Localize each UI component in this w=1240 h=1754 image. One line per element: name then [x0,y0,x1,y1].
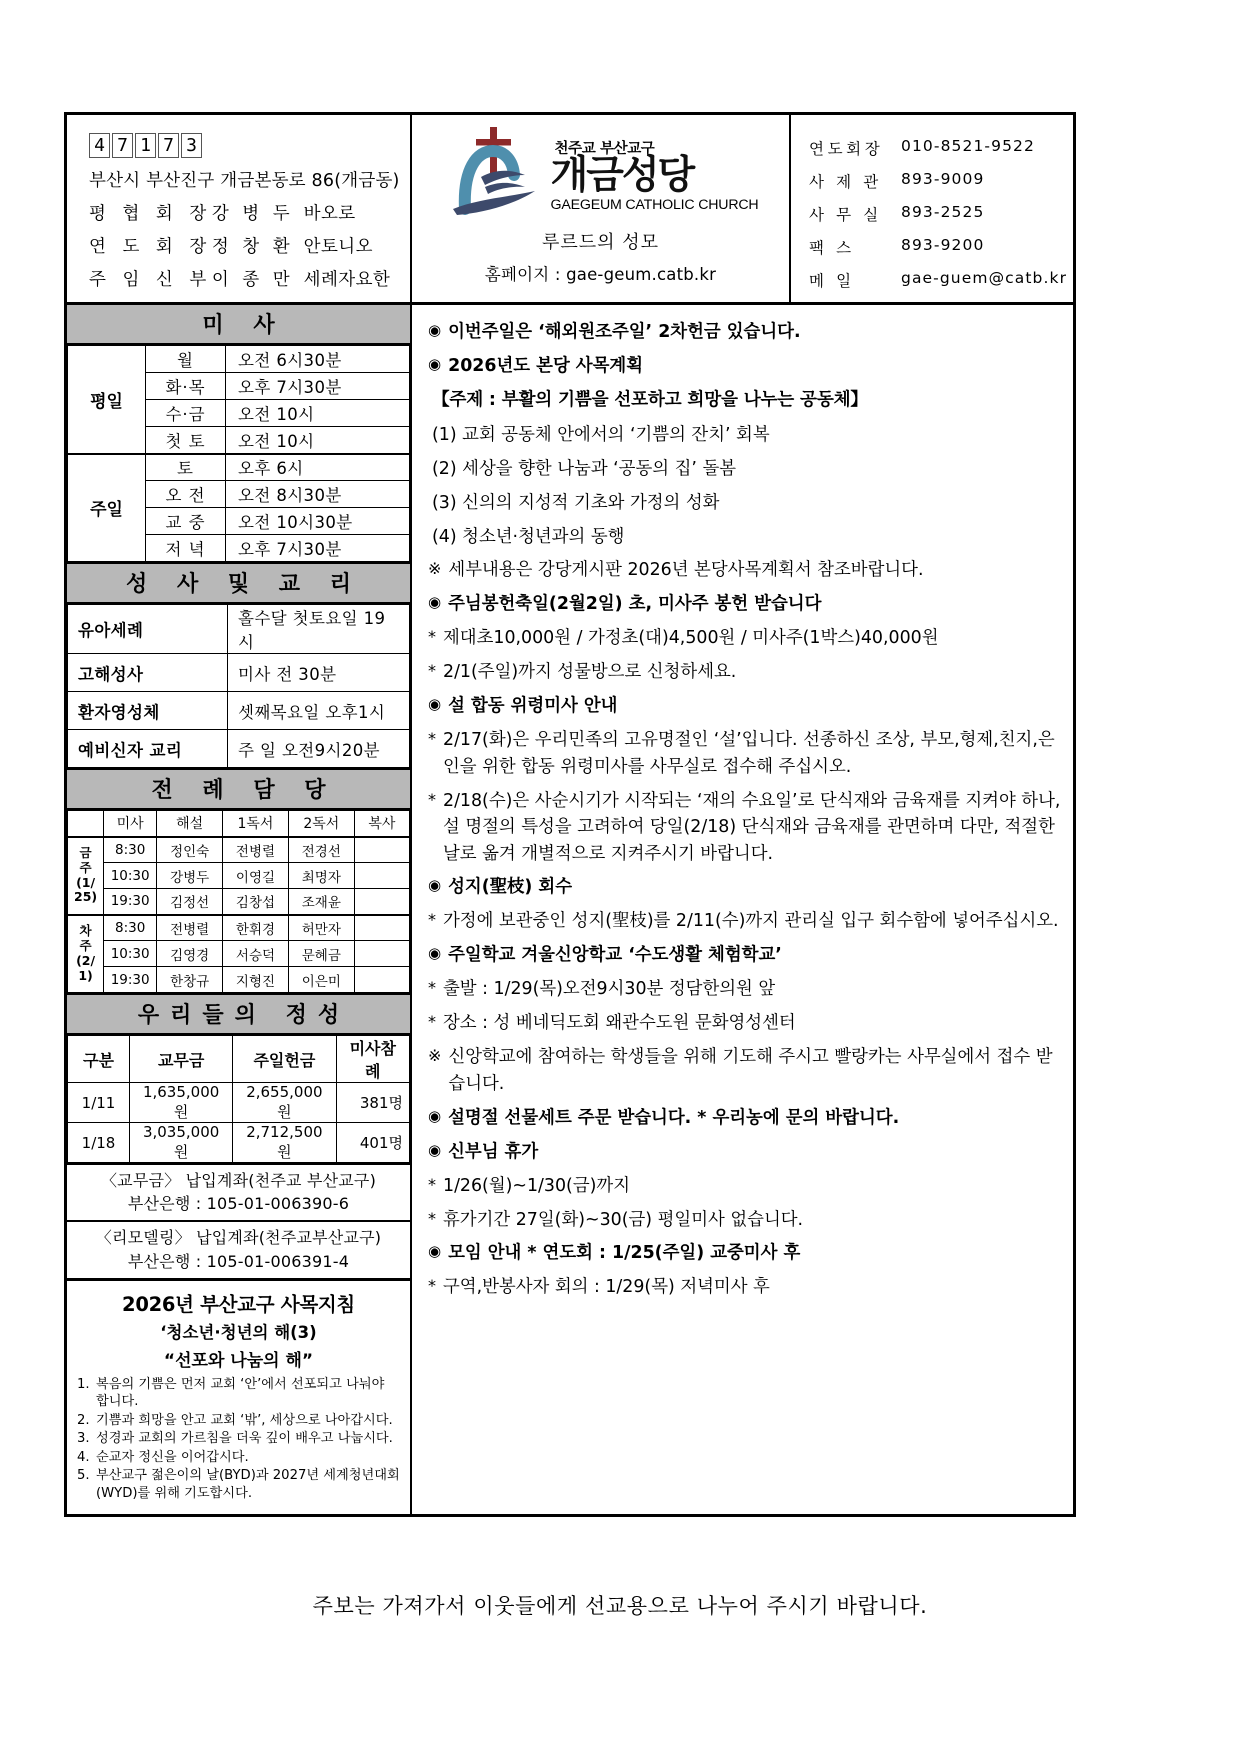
bullet-circle-icon: ◉ [428,695,442,714]
announcement-text: 모임 안내 * 연도회 : 1/25(주일) 교중미사 후 [448,1243,801,1264]
guideline-list [77,1376,400,1503]
duty-server [354,837,409,863]
mass-day: 화·목 [146,373,226,400]
asterisk-icon: * [428,789,436,809]
liturgy-duty-table [67,810,410,993]
table-row [68,454,410,481]
announcement-text: 휴가기간 27일(화)~30(금) 평일미사 없습니다. [443,1209,804,1230]
announcement-item [428,1240,1061,1266]
duty-col-commentator: 해설 [157,811,223,837]
asterisk-icon: * [428,978,436,998]
contact-label: 사 무 실 [809,206,882,224]
pastoral-guideline-box [67,1278,410,1514]
offering-dues: 3,035,000원 [130,1123,233,1163]
offering-table [67,1035,410,1163]
bullet-circle-icon: ◉ [428,354,442,373]
officer-role: 평 협 회 장 [89,204,212,224]
offering-col-attendance: 미사참례 [336,1036,410,1083]
announcement-text: 2026년도 본당 사목계획 [448,355,643,376]
announcement-item [428,1207,1061,1233]
announcement-text: 주일학교 겨울신앙학교 ‘수도생활 체험학교’ [448,945,782,966]
mass-day: 수·금 [146,400,226,427]
duty-reading1: 이영길 [223,863,289,889]
announcement-item [428,788,1061,867]
offering-col-sunday: 주일헌금 [233,1036,336,1083]
offering-col-dues: 교무금 [130,1036,233,1083]
duty-time: 10:30 [104,941,157,967]
announcement-item [428,942,1061,968]
zip-digit: 1 [135,133,156,158]
sacrament-name: 환자영성체 [68,692,228,730]
zip-digit: 4 [89,133,110,158]
announcement-item [428,1274,1061,1300]
announcement-text: 주님봉헌축일(2월2일) 초, 미사주 봉헌 받습니다 [448,594,822,615]
duty-reading2: 허만자 [288,915,354,941]
contact-row [809,203,1073,225]
announcement-text: 성지(聖枝) 회수 [448,877,573,898]
officer-name: 강 병 두 [211,204,294,224]
bullet-circle-icon: ◉ [428,1106,442,1125]
list-item: 1. 복음의 기쁨은 먼저 교회 ‘안’에서 선포되고 나눠야 합니다. [77,1376,385,1410]
church-name: 개금성당 [550,153,694,198]
table-row [68,692,410,730]
duty-reading1: 한휘경 [223,915,289,941]
duty-time: 8:30 [104,915,157,941]
contact-value: 010-8521-9522 [901,137,1035,155]
duty-reading1: 김창섭 [223,889,289,915]
asterisk-icon: * [428,910,436,930]
contact-label: 메 일 [809,272,855,290]
church-logo-icon [443,125,547,221]
duty-reading2: 최명자 [288,863,354,889]
left-column [67,305,412,1514]
duty-reading2: 조재윤 [288,889,354,915]
zip-digit: 7 [112,133,133,158]
church-logo-block [412,115,791,302]
church-name-english: GAEGEUM CATHOLIC CHURCH [550,196,759,213]
duty-col-reading1: 1독서 [223,811,289,837]
mass-time: 오전 10시30분 [226,508,410,535]
duty-time: 8:30 [104,837,157,863]
duty-commentator: 강병두 [157,863,223,889]
offering-sunday: 2,655,000원 [233,1083,336,1123]
announcement-text: 설 합동 위령미사 안내 [448,696,618,717]
duty-server [354,863,409,889]
table-row [68,654,410,692]
mass-day: 월 [146,346,226,373]
announcement-text: (3) 신의의 지성적 기초와 가정의 성화 [432,492,720,513]
duty-col-server: 복사 [354,811,409,837]
duty-commentator: 한창규 [157,967,223,993]
announcement-subitem [428,456,1061,482]
mass-schedule-table [67,345,410,562]
account-title: 〈교무금〉 납입계좌(천주교 부산교구) [100,1171,377,1190]
announcements-column [412,305,1073,1514]
zip-digit: 3 [181,133,202,158]
contact-row [809,236,1073,258]
bullet-circle-icon: ◉ [428,1140,442,1159]
duty-reading2: 이은미 [288,967,354,993]
mass-time: 오후 7시30분 [226,535,410,562]
duty-server [354,941,409,967]
reference-mark-icon: ※ [428,1046,442,1066]
announcement-text: 2/17(화)은 우리민족의 고유명절인 ‘설’입니다. 선종하신 조상, 부모,형제,친지,은인을 위한 합동 위령미사를 사무실로 접수해 주십시오. [443,730,1055,777]
asterisk-icon: * [428,729,436,749]
duty-reading2: 전경선 [288,837,354,863]
officer-saint: 바오로 [303,204,356,224]
table-row [68,967,410,993]
sacrament-name: 고해성사 [68,654,228,692]
account-title: 〈리모델링〉 납입계좌(천주교부산교구) [95,1228,382,1248]
announcement-text: 제대초10,000원 / 가정초(대)4,500원 / 미사주(1박스)40,000원 [443,628,939,649]
sacraments-section-title: 성 사 및 교 리 [67,562,410,604]
table-header-row [68,1036,410,1083]
announcement-text: (1) 교회 공동체 안에서의 ‘기쁨의 잔치’ 회복 [432,424,770,445]
officer-saint: 안토니오 [303,237,373,257]
announcement-item [428,319,1061,345]
announcement-text: 2/18(수)은 사순시기가 시작되는 ‘재의 수요일’로 단식재와 금육재를 지켜야 하나, 설 명절의 특성을 고려하여 당일(2/18) 단식재와 금육재를 관면하며 다만, 적절한 날로 옮겨 개별적으로 지켜주시기 바랍니다. [443,790,1061,864]
offering-date: 1/11 [68,1083,130,1123]
duty-server [354,967,409,993]
announcement-item [428,591,1061,617]
announcement-theme: 【주제 : 부활의 기쁨을 선포하고 희망을 나누는 공동체】 [432,389,868,410]
officer-name: 정 창 환 [211,237,294,257]
duty-reading1: 서승덕 [223,941,289,967]
officer-saint: 세례자요한 [303,270,391,290]
announcement-item [428,874,1061,900]
bullet-circle-icon: ◉ [428,876,442,895]
duty-time: 10:30 [104,863,157,889]
table-row [68,889,410,915]
duty-reading2: 문혜금 [288,941,354,967]
asterisk-icon: * [428,1276,436,1296]
announcement-item [428,693,1061,719]
table-header-row [68,811,410,837]
asterisk-icon: * [428,627,436,647]
mass-day: 토 [146,454,226,481]
mass-day: 오 전 [146,481,226,508]
account-number: 부산은행 : 105-01-006390-6 [127,1194,350,1214]
offering-sunday: 2,712,500원 [233,1123,336,1163]
offering-col-category: 구분 [68,1036,130,1083]
contact-value[interactable]: gae-guem@catb.kr [901,269,1068,287]
table-row [68,941,410,967]
contact-value: 893-9009 [901,170,985,188]
announcement-text: 세부내용은 강당게시판 2026년 본당사목계획서 참조바랍니다. [448,560,924,581]
account-block [67,1163,410,1220]
duty-server [354,915,409,941]
contact-label: 연도회장 [809,140,884,158]
announcement-subitem [428,490,1061,516]
offering-date: 1/18 [68,1123,130,1163]
table-row [68,605,410,654]
announcement-text: 출발 : 1/29(목)오전9시30분 정담한의원 앞 [443,979,776,1000]
officer-role: 주 임 신 부 [89,270,212,290]
account-block [67,1220,410,1277]
bullet-circle-icon: ◉ [428,944,442,963]
announcement-text: 구역,반봉사자 회의 : 1/29(목) 저녁미사 후 [443,1277,770,1298]
contact-label: 사 제 관 [809,173,882,191]
bullet-circle-icon: ◉ [428,321,442,339]
mass-time: 오전 10시 [226,427,410,454]
bullet-circle-icon: ◉ [428,1242,442,1261]
announcement-text: 신부님 휴가 [448,1141,539,1162]
offering-section-title: 우리들의 정성 [67,993,410,1035]
mass-time: 오전 6시30분 [226,346,410,373]
table-row [68,1123,410,1163]
reference-mark-icon: ※ [428,559,442,579]
contact-row [809,137,1073,159]
bullet-circle-icon: ◉ [428,593,442,612]
homepage-url[interactable]: 홈페이지 : gae-geum.catb.kr [484,265,717,284]
mass-day: 첫 토 [146,427,226,454]
announcement-item [428,557,1061,583]
offering-dues: 1,635,000원 [130,1083,233,1123]
asterisk-icon: * [428,1174,436,1194]
announcement-item [428,353,1061,379]
announcement-text: 설명절 선물세트 주문 받습니다. * 우리농에 문의 바랍니다. [448,1107,900,1128]
announcement-item [428,1173,1061,1199]
duty-commentator: 전병렬 [157,915,223,941]
sunday-group-label: 주일 [68,454,146,562]
sacrament-schedule: 주 일 오전9시20분 [228,730,410,768]
mass-time: 오후 6시 [226,454,410,481]
guideline-slogan: “선포와 나눔의 해” [163,1350,314,1371]
duty-reading1: 전병렬 [223,837,289,863]
contact-label: 팩 스 [809,239,855,257]
list-item: 2. 기쁨과 희망을 안고 교회 ‘밖’, 세상으로 나아갑시다. [77,1412,393,1428]
guideline-title: 2026년 부산교구 사목지침 [122,1292,355,1316]
announcement-text: 2/1(주일)까지 성물방으로 신청하세요. [443,662,737,683]
bulletin-header [67,115,1073,305]
sacrament-schedule: 셋째목요일 오후1시 [228,692,410,730]
table-row [68,863,410,889]
officer-name: 이 종 만 [211,270,294,290]
contact-row [809,269,1073,291]
guideline-subtitle: ‘청소년·청년의 해(3) [160,1322,317,1342]
officer-row [89,233,410,258]
diocese-name: 천주교 부산교구 [554,141,655,157]
mass-time: 오전 10시 [226,400,410,427]
duty-time: 19:30 [104,889,157,915]
officer-row [89,200,410,225]
duty-server [354,889,409,915]
duty-col-mass: 미사 [104,811,157,837]
table-row [68,915,410,941]
duty-commentator: 김영경 [157,941,223,967]
announcement-text: 가정에 보관중인 성지(聖枝)를 2/11(수)까지 관리실 입구 회수함에 넣어주십시오. [443,911,1059,932]
asterisk-icon: * [428,1012,436,1032]
list-item: 5. 부산교구 젊은이의 날(BYD)과 2027년 세계청년대회(WYD)를 위해 기도합시다. [77,1468,400,1502]
asterisk-icon: * [428,661,436,681]
duty-commentator: 정인숙 [157,837,223,863]
announcement-item [428,1010,1061,1036]
account-number: 부산은행 : 105-01-006391-4 [127,1251,350,1271]
sacrament-name: 예비신자 교리 [68,730,228,768]
duty-reading1: 지형진 [223,967,289,993]
bulletin-page [64,112,1076,1517]
contact-value: 893-2525 [901,203,985,221]
zip-digit: 7 [158,133,179,158]
mass-time: 오전 8시30분 [226,481,410,508]
sacrament-name: 유아세례 [68,605,228,654]
duty-col-reading2: 2독서 [288,811,354,837]
announcement-text: 이번주일은 ‘해외원조주일’ 2차헌금 있습니다. [448,322,801,342]
mass-section-title: 미 사 [67,305,410,345]
announcement-text: 장소 : 성 베네딕도회 왜관수도원 문화영성센터 [443,1013,796,1034]
announcement-list [428,319,1061,1301]
duty-commentator: 김정선 [157,889,223,915]
zipcode [89,133,410,158]
announcement-item [428,1044,1061,1097]
announcement-subitem [428,422,1061,448]
footer-note: 주보는 가져가서 이웃들에게 선교용으로 나누어 주시기 바랍니다. [312,1594,928,1618]
announcement-item [428,625,1061,651]
announcement-text: 신앙학교에 참여하는 학생들을 위해 기도해 주시고 빨랑카는 사무실에서 접수 받습니다. [448,1047,1053,1094]
offering-attendance: 401명 [336,1123,410,1163]
duty-col-week [68,811,104,837]
mass-day: 저 녁 [146,535,226,562]
announcement-subitem [428,524,1061,550]
announcement-text: (2) 세상을 향한 나눔과 ‘공동의 집’ 돌봄 [432,458,737,479]
duty-section-title: 전 례 담 당 [67,768,410,810]
announcement-item [428,727,1061,780]
parish-address: 부산시 부산진구 개금본동로 86(개금동) [89,171,400,191]
table-row [68,730,410,768]
officer-role: 연 도 회 장 [89,237,212,257]
announcement-text: (4) 청소년·청년과의 동행 [432,526,625,547]
mass-day: 교 중 [146,508,226,535]
list-item: 3. 성경과 교회의 가르침을 더욱 깊이 배우고 나눕시다. [77,1431,393,1447]
officer-row [89,266,410,291]
announcement-item [428,659,1061,685]
table-row [68,346,410,373]
duty-week-label: 금 주 (1/ 25) [68,837,104,915]
announcement-item [428,1139,1061,1165]
sacrament-schedule: 미사 전 30분 [228,654,410,692]
duty-time: 19:30 [104,967,157,993]
weekday-group-label: 평일 [68,346,146,454]
asterisk-icon: * [428,1208,436,1228]
patron-name: 루르드의 성모 [541,232,660,253]
announcement-item [428,908,1061,934]
duty-week-label: 차 주 (2/ 1) [68,915,104,993]
sacraments-table [67,604,410,768]
announcement-text: 1/26(월)~1/30(금)까지 [443,1175,631,1196]
offering-attendance: 381명 [336,1083,410,1123]
parish-info [67,115,412,302]
contact-block [791,115,1073,302]
sacrament-schedule: 홀수달 첫토요일 19시 [228,605,410,654]
contact-row [809,170,1073,192]
mass-time: 오후 7시30분 [226,373,410,400]
announcement-item [428,1105,1061,1131]
announcement-item [428,976,1061,1002]
table-row [68,1083,410,1123]
table-row [68,837,410,863]
contact-value: 893-9200 [901,236,985,254]
list-item: 4. 순교자 정신을 이어갑시다. [77,1449,249,1465]
